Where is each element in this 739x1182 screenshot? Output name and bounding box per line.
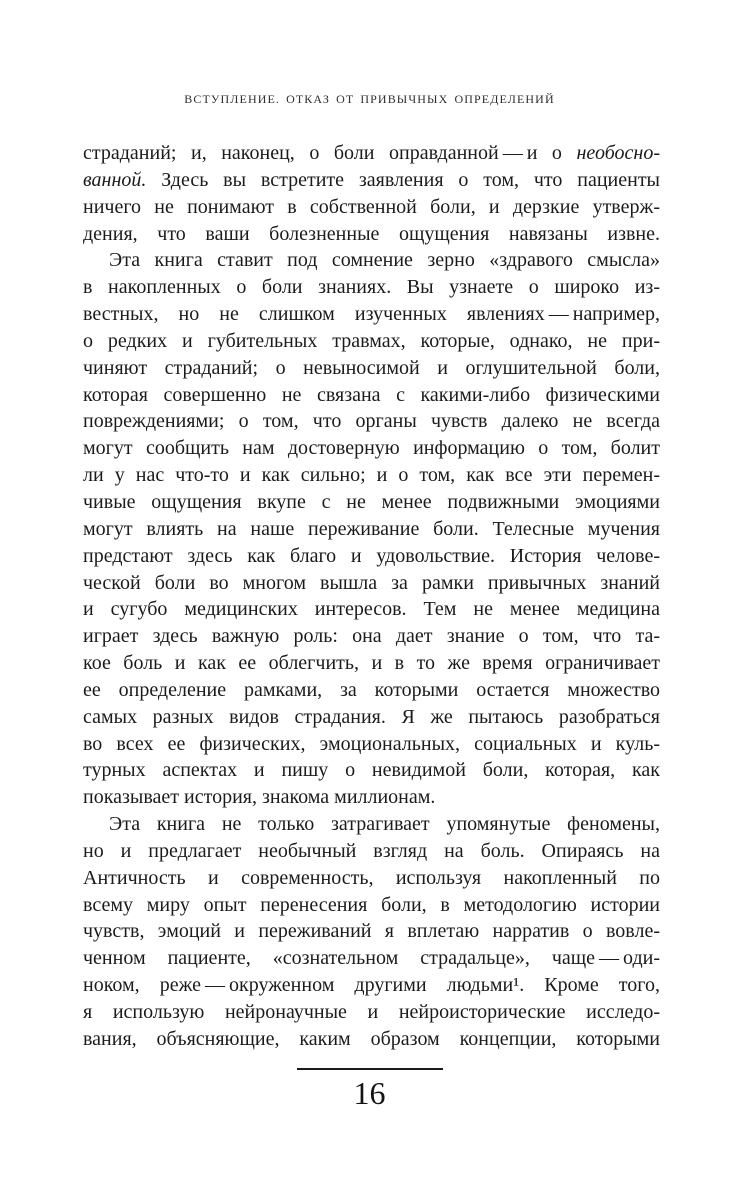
text-line: самых разных видов страдания. Я же пытаюсь разобраться [83,705,660,728]
text-line: играет здесь важную роль: она дает знание о том, что та- [83,625,660,648]
text-line: и сугубо медицинских интересов. Тем не менее медицина [83,598,660,621]
text-line: повреждениями; о том, что органы чувств далеко не всегда [83,410,660,433]
text-line: ничего не понимают в собственной боли, и дерзкие утверж- [83,195,660,218]
text-line: могут сообщить нам достоверную информацию о том, болит [83,437,660,460]
text-line: но и предлагает необычный взгляд на боль. Опираясь на [83,839,660,862]
text-line: вания, объясняющие, каким образом концепции, которыми [83,1027,660,1050]
text-line: чиняют страданий; о невыносимой и оглушительной боли, [83,356,660,379]
text-line: страданий; и, наконец, о боли оправданной — и о необосно- [83,142,660,164]
text-line: Эта книга не только затрагивает упомянутые феномены, [109,813,660,836]
paragraph [83,811,660,1053]
running-header: ВСТУПЛЕНИЕ. ОТКАЗ ОТ ПРИВЫЧНЫХ ОПРЕДЕЛЕНИЙ [184,92,555,106]
text-line: которая совершенно не связана с какими-либо физическими [83,383,660,406]
text-line: чивые ощущения вкупе с не менее подвижными эмоциями [83,490,660,513]
text-line: ческой боли во многом вышла за рамки привычных знаний [83,571,660,594]
text-line: во всех ее физических, эмоциональных, социальных и куль- [83,732,660,755]
text-line: дения, что ваши болезненные ощущения навязаны извне. [83,222,660,245]
footer-rule [297,1068,443,1070]
text-line: предстают здесь как благо и удовольствие. История челове- [83,544,660,567]
text-line: всему миру опыт перенесения боли, в методологию истории [83,893,660,916]
text-line: ее определение рамками, за которыми остается множество [83,678,660,701]
text-line: Эта книга ставит под сомнение зерно «здравого смысла» [109,249,660,272]
text-line: Античность и современность, используя накопленный по [83,866,660,889]
text-line: о редких и губительных травмах, которые, однако, не при- [83,329,660,352]
text-line: ноком, реже — окруженном другими людьми¹. Кроме того, [83,974,660,997]
text-line: кое боль и как ее облегчить, и в то же время ограничивает [83,652,660,675]
text-line: показывает история, знакома миллионам. [83,786,436,809]
text-line: ли у нас что-то и как сильно; и о том, как все эти перемен- [83,464,660,487]
text-line: турных аспектах и пишу о невидимой боли, которая, как [83,759,660,782]
page-number: 16 [353,1075,386,1111]
text-line: я использую нейронаучные и нейроисторические исследо- [83,1001,660,1023]
paragraph [83,140,660,247]
text-block [83,140,660,1053]
text-line: в накопленных о боли знаниях. Вы узнаете о широко из- [83,276,660,299]
text-line: могут влиять на наше переживание боли. Телесные мучения [83,517,660,540]
paragraph [83,247,660,811]
text-line: вестных, но не слишком изученных явлениях — например, [83,303,660,326]
text-line: ченном пациенте, «сознательном страдальце», чаще — оди- [83,947,660,970]
text-line: чувств, эмоций и переживаний я вплетаю нарратив о вовле- [83,920,660,943]
text-line: ванной. Здесь вы встретите заявления о том, что пациенты [83,168,660,191]
